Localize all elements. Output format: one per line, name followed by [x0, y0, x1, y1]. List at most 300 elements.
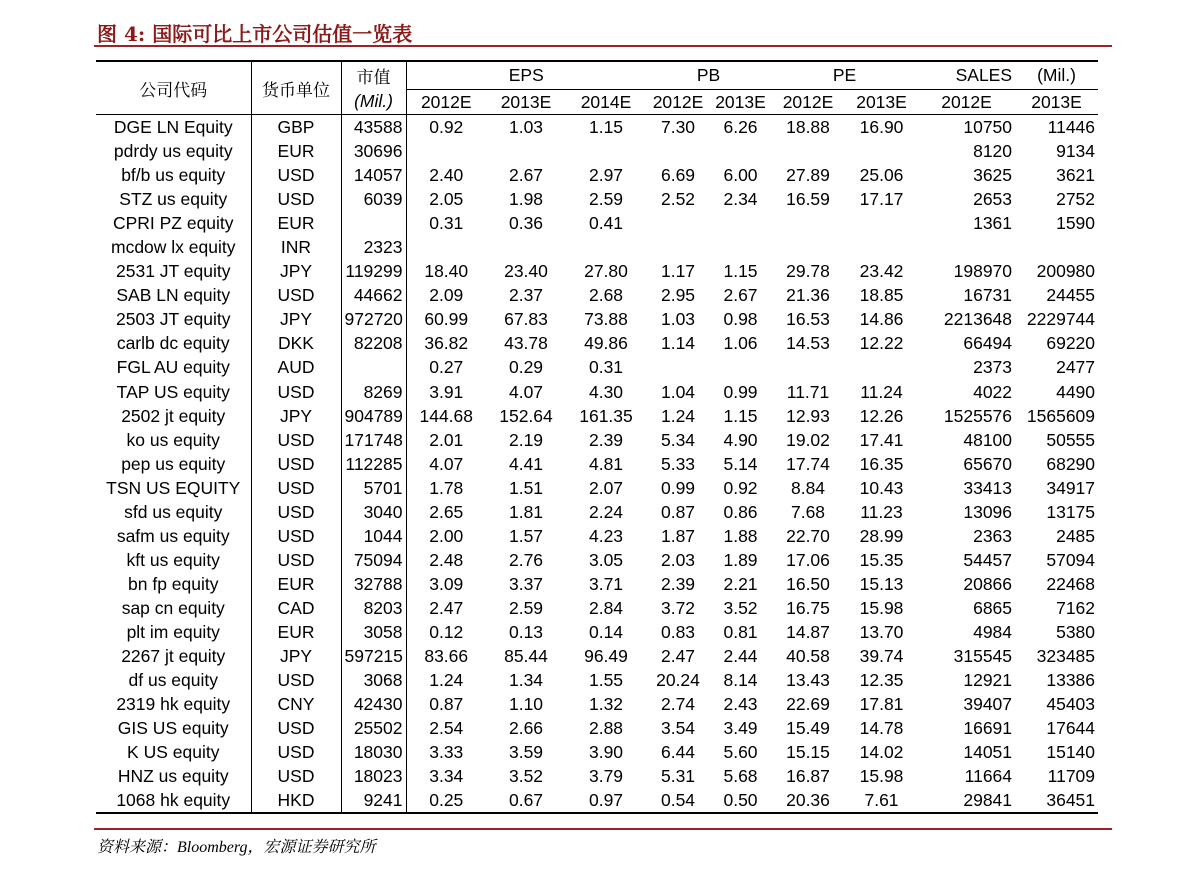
cell-company-code: SAB LN equity — [116, 285, 231, 306]
cell-eps-2012e: 0.92 — [406, 115, 486, 140]
cell-eps-2014e: 1.32 — [588, 694, 624, 715]
table-row — [96, 572, 1098, 596]
cell-pb-2012e: 5.34 — [660, 429, 696, 450]
cell-eps-2012e: 2.00 — [406, 524, 486, 548]
cell-eps-2012e: 2.01 — [406, 428, 486, 452]
table-row — [96, 307, 1098, 331]
cell-pe-2013e: 7.61 — [845, 788, 918, 813]
cell-sales-2012e: 14051 — [963, 742, 1013, 763]
cell-sales-2013e: 45403 — [1046, 694, 1096, 715]
pe-2012-header: 2012E — [771, 90, 845, 115]
cell-pe-2012e: 40.58 — [786, 646, 830, 667]
cell-pb-2012e: 2.95 — [660, 285, 696, 306]
cell-eps-2013e: 2.76 — [508, 549, 544, 570]
cell-pb-2013e: 1.15 — [723, 405, 758, 426]
cell-eps-2013e: 23.40 — [504, 261, 548, 282]
cell-company-code: 2531 JT equity — [116, 261, 231, 282]
cell-market-cap: 3058 — [341, 620, 406, 644]
cell-eps-2013e: 2.67 — [508, 165, 544, 186]
cell-pb-2013e: 2.44 — [723, 646, 758, 667]
cell-eps-2012e: 2.05 — [406, 187, 486, 211]
cell-eps-2013e: 1.03 — [508, 117, 544, 138]
table-row — [96, 788, 1098, 813]
cell-pe-2013e: 18.85 — [859, 285, 904, 306]
cell-pe-2013e — [845, 139, 918, 163]
cell-pb-2013e: 1.15 — [723, 261, 758, 282]
cell-eps-2013e: 67.83 — [504, 309, 548, 330]
cell-pb-2013e: 0.92 — [723, 477, 758, 498]
table-body — [96, 115, 1098, 814]
cell-eps-2013e: 0.36 — [508, 213, 544, 234]
table-row — [96, 428, 1098, 452]
cell-pe-2013e: 39.74 — [859, 646, 904, 667]
cell-sales-2013e: 2752 — [1056, 189, 1096, 210]
cell-eps-2012e — [406, 235, 486, 259]
table-row — [96, 548, 1098, 572]
cell-eps-2013e: 1.51 — [508, 477, 544, 498]
cell-currency: INR — [251, 235, 341, 259]
cell-eps-2012e: 3.34 — [406, 764, 486, 788]
cell-pb-2012e: 1.04 — [660, 381, 696, 402]
cell-pe-2013e: 11.24 — [860, 381, 903, 402]
cell-eps-2014e — [566, 139, 646, 163]
cell-eps-2014e: 3.05 — [588, 549, 624, 570]
cell-market-cap: 1044 — [341, 524, 406, 548]
cell-eps-2014e: 4.81 — [588, 453, 624, 474]
cell-eps-2014e: 161.35 — [579, 405, 633, 426]
cell-pe-2013e: 16.90 — [859, 117, 904, 138]
cell-eps-2012e: 0.25 — [406, 788, 486, 813]
cell-pe-2012e — [771, 355, 845, 379]
cell-pe-2012e: 21.36 — [786, 285, 830, 306]
cell-pb-2013e: 2.67 — [723, 285, 758, 306]
cell-sales-2012e: 13096 — [963, 501, 1013, 522]
cell-eps-2012e: 3.91 — [406, 380, 486, 404]
cell-pb-2012e: 2.74 — [660, 694, 696, 715]
cell-sales-2012e: 4984 — [973, 622, 1013, 642]
cell-pe-2013e: 17.81 — [859, 694, 904, 715]
cell-pb-2012e: 5.33 — [660, 453, 696, 474]
cell-eps-2013e — [486, 235, 566, 259]
cell-sales-2013e: 69220 — [1046, 333, 1096, 354]
cell-eps-2013e: 3.52 — [508, 766, 544, 787]
cell-eps-2013e: 2.66 — [508, 718, 544, 739]
cell-eps-2013e: 2.19 — [508, 429, 544, 450]
table-row — [96, 596, 1098, 620]
cell-currency: USD — [251, 187, 341, 211]
cell-sales-2012e: 3625 — [973, 165, 1013, 186]
cell-pe-2013e: 25.06 — [859, 165, 904, 186]
eps-header: EPS — [406, 61, 646, 90]
cell-company-code: 2503 JT equity — [116, 309, 231, 330]
cell-market-cap: 18023 — [341, 764, 406, 788]
cell-company-code: HNZ us equity — [117, 766, 229, 787]
table-row — [96, 283, 1098, 307]
cell-market-cap: 43588 — [341, 115, 406, 140]
cell-sales-2013e: 17644 — [1046, 718, 1096, 739]
table-row — [96, 211, 1098, 235]
cell-pb-2012e: 2.52 — [660, 189, 696, 210]
cell-company-code: DGE LN Equity — [113, 117, 233, 138]
cell-pe-2012e: 16.53 — [786, 309, 830, 330]
cell-currency: USD — [251, 452, 341, 476]
cell-eps-2012e: 0.12 — [406, 620, 486, 644]
cell-pb-2012e — [646, 355, 710, 379]
cell-sales-2012e: 1361 — [973, 213, 1013, 234]
cell-pe-2012e: 12.93 — [786, 405, 830, 426]
cell-eps-2014e: 27.80 — [584, 261, 628, 282]
cell-company-code: FGL AU equity — [116, 357, 230, 378]
cell-currency: EUR — [251, 211, 341, 235]
cell-sales-2013e: 15140 — [1046, 742, 1096, 763]
cell-sales-2013e: 2485 — [1056, 525, 1096, 546]
cell-pe-2012e — [771, 139, 845, 163]
cell-currency: CAD — [251, 596, 341, 620]
cell-pe-2012e: 15.15 — [786, 742, 830, 763]
cell-sales-2012e: 315545 — [953, 646, 1013, 667]
cell-currency: USD — [251, 428, 341, 452]
table-row — [96, 668, 1098, 692]
cell-pb-2012e: 1.87 — [660, 525, 696, 546]
sales-2012-header: 2012E — [918, 90, 1015, 115]
cell-pe-2012e: 18.88 — [786, 117, 830, 138]
cell-pb-2013e: 2.43 — [723, 694, 758, 715]
cell-sales-2013e: 57094 — [1046, 549, 1096, 570]
cell-pe-2012e: 19.02 — [786, 429, 830, 450]
cell-eps-2014e: 2.24 — [588, 501, 624, 522]
cell-sales-2012e: 12921 — [963, 670, 1013, 691]
cell-currency: USD — [251, 716, 341, 740]
header-row-1 — [96, 61, 1098, 90]
cell-pe-2013e: 17.17 — [859, 189, 904, 210]
cell-sales-2012e: 54457 — [963, 549, 1013, 570]
cell-market-cap: 2323 — [341, 235, 406, 259]
table-row — [96, 139, 1098, 163]
cell-sales-2013e: 22468 — [1046, 573, 1096, 594]
cell-market-cap: 3068 — [341, 668, 406, 692]
code-header: 公司代码 — [96, 61, 251, 115]
cell-currency: JPY — [251, 644, 341, 668]
cell-eps-2014e: 2.84 — [588, 597, 624, 618]
cell-pb-2012e: 1.03 — [660, 309, 696, 330]
cell-pb-2013e: 3.49 — [723, 718, 758, 739]
cell-pb-2012e: 0.99 — [660, 477, 696, 498]
cell-pb-2013e — [710, 355, 771, 379]
cell-pe-2013e — [845, 355, 918, 379]
cell-sales-2013e: 4490 — [1056, 381, 1096, 402]
cell-pb-2012e: 0.54 — [646, 788, 710, 813]
cell-sales-2012e: 65670 — [963, 453, 1013, 474]
cell-pe-2013e: 15.98 — [859, 766, 904, 787]
cell-company-code: TAP US equity — [116, 381, 230, 402]
eps-2013-header: 2013E — [486, 90, 566, 115]
cell-eps-2014e: 2.88 — [588, 718, 624, 739]
cell-pb-2013e: 0.81 — [723, 622, 758, 642]
table-row — [96, 500, 1098, 524]
cell-company-code: plt im equity — [126, 622, 220, 642]
cell-pe-2013e — [845, 235, 918, 259]
cell-eps-2012e: 0.87 — [406, 692, 486, 716]
cell-pb-2012e — [646, 211, 710, 235]
cell-company-code: pep us equity — [121, 453, 226, 474]
cell-currency: EUR — [251, 139, 341, 163]
cell-sales-2012e: 198970 — [953, 261, 1013, 282]
cell-pb-2012e: 1.24 — [660, 405, 696, 426]
cell-company-code: 2319 hk equity — [116, 694, 231, 715]
table-row — [96, 163, 1098, 187]
cell-pe-2012e: 27.89 — [786, 165, 830, 186]
cell-company-code: bf/b us equity — [121, 165, 226, 186]
cell-sales-2012e: 11664 — [964, 766, 1013, 787]
cell-eps-2012e: 2.65 — [406, 500, 486, 524]
cell-eps-2013e: 1.98 — [508, 189, 544, 210]
cell-pe-2012e: 7.68 — [790, 501, 826, 522]
currency-header: 货币单位 — [251, 61, 341, 115]
cell-pe-2012e — [771, 211, 845, 235]
cell-currency: USD — [251, 668, 341, 692]
eps-2014-header: 2014E — [566, 90, 646, 115]
cell-eps-2014e: 73.88 — [584, 309, 628, 330]
cell-company-code: 1068 hk equity — [96, 788, 251, 813]
cell-pe-2012e: 22.70 — [786, 525, 830, 546]
cell-currency: JPY — [251, 404, 341, 428]
cell-currency: JPY — [251, 259, 341, 283]
cell-sales-2012e: 2363 — [973, 525, 1013, 546]
cell-sales-2012e: 39407 — [963, 694, 1013, 715]
cell-currency: USD — [251, 548, 341, 572]
cell-eps-2012e: 2.48 — [406, 548, 486, 572]
cell-company-code: 2502 jt equity — [121, 405, 226, 426]
sales-unit-header: (Mil.) — [1015, 61, 1098, 90]
cell-pe-2013e: 12.35 — [859, 670, 904, 691]
cell-market-cap — [341, 211, 406, 235]
cell-pe-2013e: 10.43 — [859, 477, 904, 498]
cell-eps-2013e: 3.59 — [508, 742, 544, 763]
cell-sales-2012e: 16691 — [963, 718, 1013, 739]
cell-eps-2014e: 4.30 — [588, 381, 624, 402]
cell-company-code: CPRI PZ equity — [112, 213, 234, 234]
cell-sales-2012e — [918, 235, 1015, 259]
cell-market-cap: 9241 — [341, 788, 406, 813]
cell-market-cap: 75094 — [341, 548, 406, 572]
cell-sales-2013e — [1015, 235, 1098, 259]
cell-sales-2013e: 68290 — [1046, 453, 1096, 474]
cell-eps-2013e: 3.37 — [508, 573, 544, 594]
cell-pb-2013e: 0.99 — [723, 381, 758, 402]
cell-eps-2013e: 1.57 — [508, 525, 544, 546]
cell-pb-2012e: 6.44 — [660, 742, 696, 763]
cell-sales-2012e: 16731 — [963, 285, 1013, 306]
cell-pe-2013e: 11.23 — [860, 501, 903, 522]
cell-pe-2013e: 14.78 — [859, 718, 904, 739]
cell-sales-2013e: 11709 — [1047, 766, 1096, 787]
cell-eps-2014e: 4.23 — [588, 525, 624, 546]
cell-eps-2014e: 96.49 — [584, 646, 628, 667]
table-row — [96, 644, 1098, 668]
cell-sales-2012e: 8120 — [973, 141, 1013, 162]
cell-pb-2013e: 8.14 — [723, 670, 758, 691]
cell-company-code: mcdow lx equity — [111, 237, 236, 258]
cell-eps-2012e — [406, 139, 486, 163]
cell-eps-2013e: 2.37 — [508, 285, 544, 306]
cell-sales-2013e: 9134 — [1056, 141, 1096, 162]
table-row — [96, 620, 1098, 644]
cell-currency: CNY — [251, 692, 341, 716]
cell-pe-2012e: 20.36 — [771, 788, 845, 813]
cell-eps-2012e: 2.09 — [406, 283, 486, 307]
cell-pe-2013e: 17.41 — [859, 429, 904, 450]
table-row — [96, 404, 1098, 428]
cell-company-code: TSN US EQUITY — [106, 477, 241, 498]
cell-eps-2012e: 1.78 — [406, 476, 486, 500]
eps-2012-header: 2012E — [406, 90, 486, 115]
cell-company-code: safm us equity — [116, 525, 230, 546]
cell-pe-2013e: 28.99 — [859, 525, 904, 546]
cell-sales-2013e: 50555 — [1046, 429, 1096, 450]
cell-pb-2013e: 2.34 — [723, 189, 758, 210]
cell-pe-2012e: 17.74 — [786, 453, 830, 474]
cell-sales-2013e: 7162 — [1056, 597, 1096, 618]
cell-currency: EUR — [251, 620, 341, 644]
cell-pb-2013e: 5.60 — [723, 742, 758, 763]
cell-company-code: 2267 jt equity — [121, 646, 226, 667]
cell-sales-2012e: 29841 — [918, 788, 1015, 813]
cell-currency: USD — [251, 380, 341, 404]
cell-sales-2013e: 36451 — [1015, 788, 1098, 813]
cell-pb-2013e: 0.50 — [710, 788, 771, 813]
cell-eps-2014e: 0.97 — [566, 788, 646, 813]
cell-market-cap: 8203 — [341, 596, 406, 620]
cell-pe-2012e: 29.78 — [786, 261, 830, 282]
cell-market-cap: 904789 — [341, 404, 406, 428]
cell-eps-2014e: 2.59 — [588, 189, 624, 210]
cell-sales-2013e: 1590 — [1056, 213, 1096, 234]
cell-sales-2012e: 10750 — [963, 117, 1013, 138]
cell-currency: USD — [251, 764, 341, 788]
cell-pe-2012e: 16.75 — [786, 597, 830, 618]
cell-market-cap: 597215 — [341, 644, 406, 668]
cell-pe-2013e — [845, 211, 918, 235]
cell-currency: JPY — [251, 307, 341, 331]
table-row — [96, 764, 1098, 788]
cell-eps-2014e: 49.86 — [584, 333, 628, 354]
cell-eps-2012e: 2.47 — [406, 596, 486, 620]
cell-pb-2012e: 5.31 — [660, 766, 696, 787]
cell-eps-2014e: 3.71 — [588, 573, 624, 594]
cell-sales-2012e: 4022 — [973, 381, 1013, 402]
cell-eps-2013e: 152.64 — [499, 405, 553, 426]
cell-pb-2012e — [646, 139, 710, 163]
cell-sales-2013e: 5380 — [1056, 622, 1096, 642]
cell-company-code: K US equity — [127, 742, 220, 763]
cell-eps-2014e — [566, 235, 646, 259]
cell-eps-2012e: 3.33 — [406, 740, 486, 764]
cell-pb-2013e: 5.68 — [723, 766, 758, 787]
cell-eps-2012e: 0.27 — [406, 355, 486, 379]
cell-pb-2013e: 6.00 — [723, 165, 758, 186]
cell-company-code: ko us equity — [126, 429, 220, 450]
cell-market-cap: 5701 — [341, 476, 406, 500]
cell-currency: USD — [251, 476, 341, 500]
cell-eps-2014e: 1.55 — [588, 670, 624, 691]
table-row — [96, 740, 1098, 764]
cell-pb-2013e: 6.26 — [723, 117, 758, 138]
cell-market-cap — [341, 355, 406, 379]
cell-sales-2012e: 2213648 — [943, 309, 1013, 330]
cell-currency: USD — [251, 740, 341, 764]
cell-sales-2013e: 2477 — [1056, 357, 1096, 378]
figure-title: 图 4: 国际可比上市公司估值一览表 — [97, 22, 413, 46]
cell-company-code: sfd us equity — [124, 501, 223, 522]
cell-pb-2013e: 3.52 — [723, 597, 758, 618]
footer-divider — [94, 828, 1112, 830]
title-divider — [94, 45, 1112, 47]
cell-pe-2013e: 15.13 — [859, 573, 904, 594]
cell-eps-2012e: 4.07 — [406, 452, 486, 476]
cell-pe-2012e: 16.87 — [786, 766, 830, 787]
cell-pe-2013e: 15.35 — [859, 549, 904, 570]
cell-pe-2013e: 12.26 — [859, 405, 904, 426]
cell-pb-2012e: 1.17 — [660, 261, 696, 282]
cell-pe-2012e: 16.50 — [786, 573, 830, 594]
cell-currency: USD — [251, 283, 341, 307]
cell-eps-2014e: 0.14 — [588, 622, 624, 642]
cell-eps-2012e: 83.66 — [406, 644, 486, 668]
table-row — [96, 716, 1098, 740]
table-row — [96, 524, 1098, 548]
cell-market-cap: 44662 — [341, 283, 406, 307]
cell-eps-2014e: 3.79 — [588, 766, 624, 787]
cell-market-cap: 972720 — [341, 307, 406, 331]
cell-pe-2013e: 16.35 — [859, 453, 904, 474]
cell-eps-2014e: 1.15 — [588, 117, 624, 138]
cell-market-cap: 8269 — [341, 380, 406, 404]
cell-market-cap: 18030 — [341, 740, 406, 764]
table-row — [96, 259, 1098, 283]
pb-2013-header: 2013E — [710, 90, 771, 115]
cell-pb-2012e: 2.03 — [660, 549, 696, 570]
cell-pb-2012e — [646, 235, 710, 259]
cell-currency: HKD — [251, 788, 341, 813]
cell-sales-2013e: 34917 — [1046, 477, 1096, 498]
cell-company-code: carlb dc equity — [116, 333, 230, 354]
cell-eps-2012e: 2.40 — [406, 163, 486, 187]
cell-pb-2013e — [710, 139, 771, 163]
table-row — [96, 187, 1098, 211]
cell-pe-2012e: 22.69 — [786, 694, 830, 715]
cell-company-code: kft us equity — [126, 549, 220, 570]
table-row — [96, 380, 1098, 404]
cell-pe-2013e: 15.98 — [859, 597, 904, 618]
cell-pb-2012e: 1.14 — [660, 333, 696, 354]
table-row — [96, 452, 1098, 476]
cell-pb-2013e — [710, 211, 771, 235]
cell-eps-2014e: 3.90 — [588, 742, 624, 763]
cell-currency: EUR — [251, 572, 341, 596]
cell-eps-2013e: 4.41 — [508, 453, 544, 474]
cell-eps-2012e: 144.68 — [406, 404, 486, 428]
cell-eps-2012e: 1.24 — [406, 668, 486, 692]
cell-company-code: GIS US equity — [117, 718, 229, 739]
cell-currency: AUD — [251, 355, 341, 379]
cell-eps-2012e: 18.40 — [406, 259, 486, 283]
cell-market-cap: 6039 — [341, 187, 406, 211]
cell-company-code: df us equity — [128, 670, 218, 691]
cell-market-cap: 14057 — [341, 163, 406, 187]
cell-pb-2012e: 6.69 — [660, 165, 696, 186]
cell-pb-2012e: 20.24 — [656, 670, 700, 691]
cell-eps-2012e: 0.31 — [406, 211, 486, 235]
